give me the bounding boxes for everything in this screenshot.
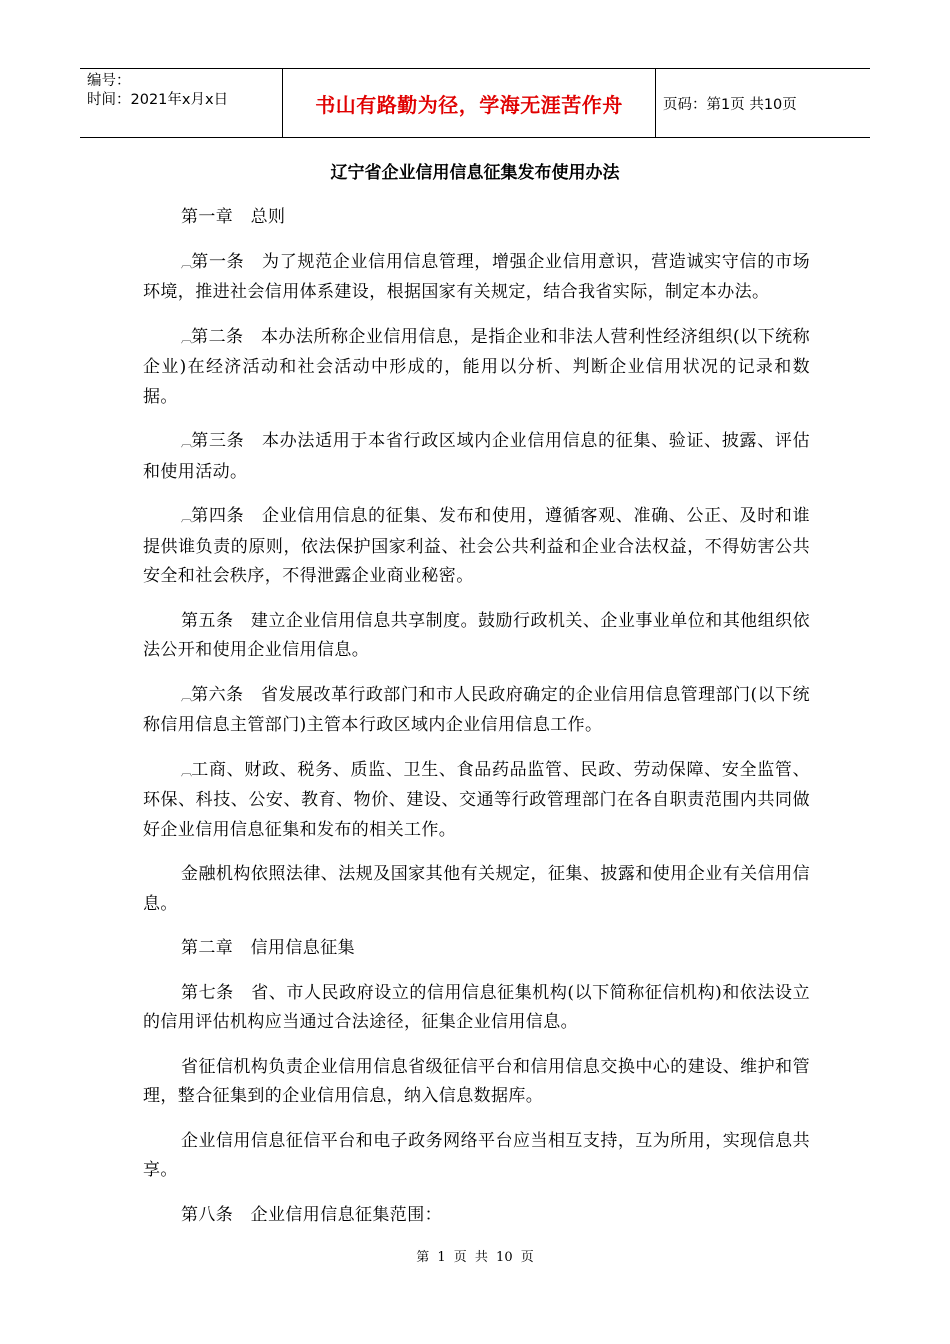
article-paragraph: 第八条 企业信用信息征集范围： [181,1204,442,1225]
page-code: 页码：第1页 共10页 [663,96,797,113]
article-paragraph: ︹第二条 本办法所称企业信用信息，是指企业和非法人营利性经济组织(以下统称企业)在经济活动和社会活动中形成的，能用以分析、判断企业信用状况的记录和数据。 [143,326,811,407]
document-date-label: 时间：2021年x月x日 [87,92,229,108]
revision-mark-icon: ︹ [181,436,192,449]
revision-mark-icon: ︹ [181,764,192,778]
article-paragraph: ︹第六条 省发展改革行政部门和市人民政府确定的企业信用信息管理部门(以下统称信用信息主管部门)主管本行政区域内企业信用信息工作。 [143,684,811,735]
revision-mark-icon: ︹ [181,256,192,270]
chapter-heading: 第二章 信用信息征集 [181,938,355,958]
revision-mark-icon: ︹ [181,511,192,524]
article-paragraph: 第七条 省、市人民政府设立的信用信息征集机构(以下简称征信机构)和依法设立的信用评估机构应当通过合法途径，征集企业信用信息。 [143,982,810,1032]
article-paragraph: ︹第一条 为了规范企业信用信息管理，增强企业信用意识，营造诚实守信的市场环境，推进社会信用体系建设，根据国家有关规定，结合我省实际，制定本办法。 [143,251,811,302]
header-table [80,68,870,138]
revision-mark-icon: ︹ [181,689,192,703]
article-paragraph: 省征信机构负责企业信用信息省级征信平台和信用信息交换中心的建设、维护和管理，整合征集到的企业信用信息，纳入信息数据库。 [143,1056,810,1106]
article-paragraph: ︹第四条 企业信用信息的征集、发布和使用，遵循客观、准确、公正、及时和谁提供谁负责的原则，依法保护国家利益、社会公共利益和企业合法权益，不得妨害公共安全和社会秩序，不得泄露企业商业秘密。 [143,506,811,586]
revision-mark-icon: ︹ [181,331,192,345]
article-paragraph: 金融机构依照法律、法规及国家其他有关规定，征集、披露和使用企业有关信用信息。 [143,864,810,914]
document-body [143,203,810,1230]
article-paragraph: 企业信用信息征信平台和电子政务网络平台应当相互支持，互为所用，实现信息共享。 [143,1130,810,1180]
motto-text: 书山有路勤为径，学海无涯苦作舟 [315,92,623,117]
article-paragraph: 第五条 建立企业信用信息共享制度。鼓励行政机关、企业事业单位和其他组织依法公开和使用企业信用信息。 [143,610,810,660]
header-info-cell [80,69,283,137]
header-page-cell [656,69,870,137]
article-paragraph: ︹工商、财政、税务、质监、卫生、食品药品监管、民政、劳动保障、安全监管、环保、科技、公安、教育、物价、建设、交通等行政管理部门在各自职责范围内共同做好企业信用信息征集和发布的相关工作。 [143,759,811,840]
article-paragraph: ︹第三条 本办法适用于本省行政区域内企业信用信息的征集、验证、披露、评估和使用活动。 [143,431,811,482]
document-number-label: 编号： [87,73,131,89]
chapter-heading: 第一章 总则 [181,207,286,227]
page-footer: 第 1 页 共 10 页 [416,1250,534,1265]
document-title: 辽宁省企业信用信息征集发布使用办法 [330,163,620,183]
header-motto-cell [283,69,656,137]
